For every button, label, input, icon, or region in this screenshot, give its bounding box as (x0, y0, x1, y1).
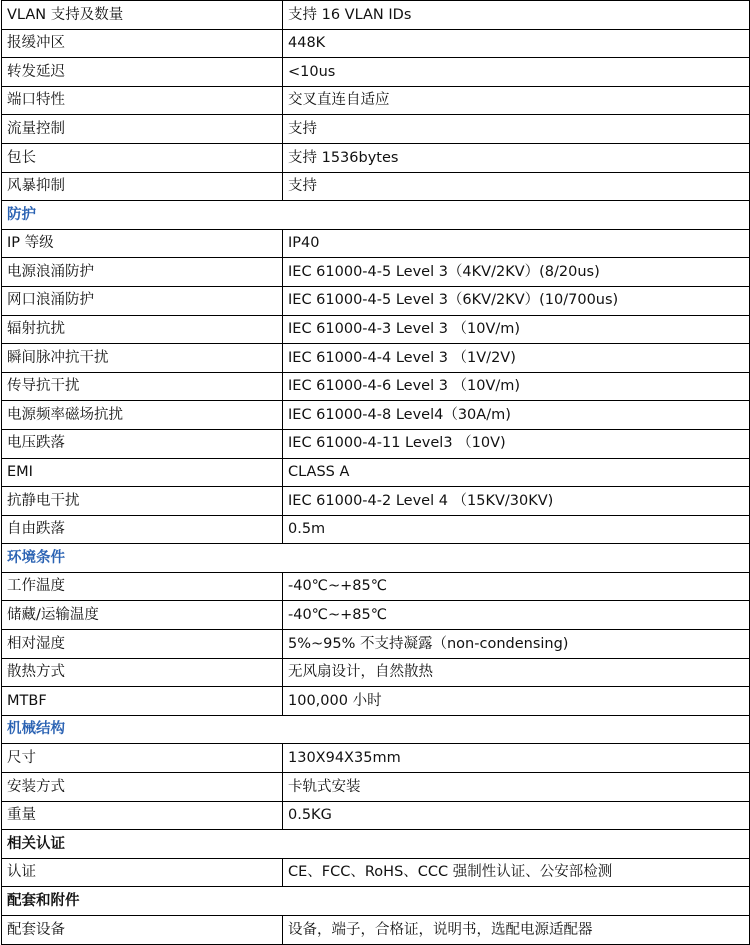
spec-label: 辐射抗扰 (2, 315, 283, 344)
spec-value: 100,000 小时 (283, 687, 750, 716)
spec-value: IEC 61000-4-5 Level 3（6KV/2KV）(10/700us) (283, 286, 750, 315)
spec-label: 瞬间脉冲抗干扰 (2, 344, 283, 373)
spec-row (2, 458, 750, 487)
spec-value: 支持 16 VLAN IDs (283, 1, 750, 30)
spec-label: 尺寸 (2, 744, 283, 773)
spec-value: CE、FCC、RoHS、CCC 强制性认证、公安部检测 (283, 858, 750, 887)
spec-value: 5%~95% 不支持凝露（non-condensing) (283, 630, 750, 659)
spec-label: 网口浪涌防护 (2, 286, 283, 315)
spec-label: 认证 (2, 858, 283, 887)
spec-row (2, 630, 750, 659)
section-title: 配套和附件 (2, 887, 750, 916)
spec-value: 支持 (283, 172, 750, 201)
spec-row (2, 172, 750, 201)
section-title: 防护 (2, 201, 750, 230)
spec-row (2, 487, 750, 516)
spec-row (2, 372, 750, 401)
spec-value: IEC 61000-4-4 Level 3 （1V/2V) (283, 344, 750, 373)
spec-row (2, 29, 750, 58)
section-header-mechanical (2, 715, 750, 744)
spec-label: 配套设备 (2, 916, 283, 945)
spec-value: 支持 (283, 115, 750, 144)
spec-label: 风暴抑制 (2, 172, 283, 201)
spec-value: 0.5KG (283, 801, 750, 830)
spec-label: VLAN 支持及数量 (2, 1, 283, 30)
section-header-protection (2, 201, 750, 230)
spec-value: 0.5m (283, 515, 750, 544)
spec-value: IEC 61000-4-11 Level3 （10V) (283, 429, 750, 458)
spec-value: IEC 61000-4-6 Level 3 （10V/m) (283, 372, 750, 401)
spec-label: 抗静电干扰 (2, 487, 283, 516)
spec-row (2, 1, 750, 30)
spec-row (2, 916, 750, 945)
spec-row (2, 58, 750, 87)
spec-label: 报缓冲区 (2, 29, 283, 58)
spec-row (2, 429, 750, 458)
spec-value: 设备，端子，合格证，说明书，选配电源适配器 (283, 916, 750, 945)
spec-row (2, 258, 750, 287)
spec-label: 储藏/运输温度 (2, 601, 283, 630)
spec-value: IEC 61000-4-5 Level 3（4KV/2KV）(8/20us) (283, 258, 750, 287)
spec-label: 传导抗干扰 (2, 372, 283, 401)
spec-label: 电源频率磁场抗扰 (2, 401, 283, 430)
spec-value: IEC 61000-4-8 Level4（30A/m) (283, 401, 750, 430)
spec-row (2, 658, 750, 687)
spec-label: 电源浪涌防护 (2, 258, 283, 287)
spec-row (2, 801, 750, 830)
spec-label: 安装方式 (2, 773, 283, 802)
spec-value: 交叉直连自适应 (283, 86, 750, 115)
spec-value: <10us (283, 58, 750, 87)
spec-row (2, 572, 750, 601)
spec-row (2, 315, 750, 344)
spec-label: EMI (2, 458, 283, 487)
spec-row (2, 858, 750, 887)
spec-value: 448K (283, 29, 750, 58)
spec-label: 重量 (2, 801, 283, 830)
spec-label: 端口特性 (2, 86, 283, 115)
spec-row (2, 401, 750, 430)
section-title: 机械结构 (2, 715, 750, 744)
spec-value: 支持 1536bytes (283, 143, 750, 172)
spec-label: 相对湿度 (2, 630, 283, 659)
spec-table-body (2, 1, 750, 945)
spec-row (2, 773, 750, 802)
spec-value: -40℃~+85℃ (283, 601, 750, 630)
section-header-accessories (2, 887, 750, 916)
spec-label: 散热方式 (2, 658, 283, 687)
spec-row (2, 744, 750, 773)
spec-value: IEC 61000-4-2 Level 4 （15KV/30KV) (283, 487, 750, 516)
section-header-certification (2, 830, 750, 859)
spec-row (2, 143, 750, 172)
spec-row (2, 115, 750, 144)
spec-row (2, 344, 750, 373)
spec-label: IP 等级 (2, 229, 283, 258)
section-title: 相关认证 (2, 830, 750, 859)
spec-row (2, 286, 750, 315)
spec-label: 流量控制 (2, 115, 283, 144)
spec-table (1, 0, 750, 945)
spec-value: IEC 61000-4-3 Level 3 （10V/m) (283, 315, 750, 344)
spec-value: 卡轨式安装 (283, 773, 750, 802)
spec-label: MTBF (2, 687, 283, 716)
spec-row (2, 687, 750, 716)
spec-label: 转发延迟 (2, 58, 283, 87)
spec-label: 自由跌落 (2, 515, 283, 544)
spec-value: 无风扇设计，自然散热 (283, 658, 750, 687)
spec-label: 电压跌落 (2, 429, 283, 458)
section-title: 环境条件 (2, 544, 750, 573)
spec-value: IP40 (283, 229, 750, 258)
spec-row (2, 515, 750, 544)
spec-row (2, 601, 750, 630)
spec-value: 130X94X35mm (283, 744, 750, 773)
spec-label: 包长 (2, 143, 283, 172)
spec-row (2, 229, 750, 258)
section-header-environment (2, 544, 750, 573)
spec-row (2, 86, 750, 115)
spec-value: -40℃~+85℃ (283, 572, 750, 601)
spec-label: 工作温度 (2, 572, 283, 601)
spec-value: CLASS A (283, 458, 750, 487)
